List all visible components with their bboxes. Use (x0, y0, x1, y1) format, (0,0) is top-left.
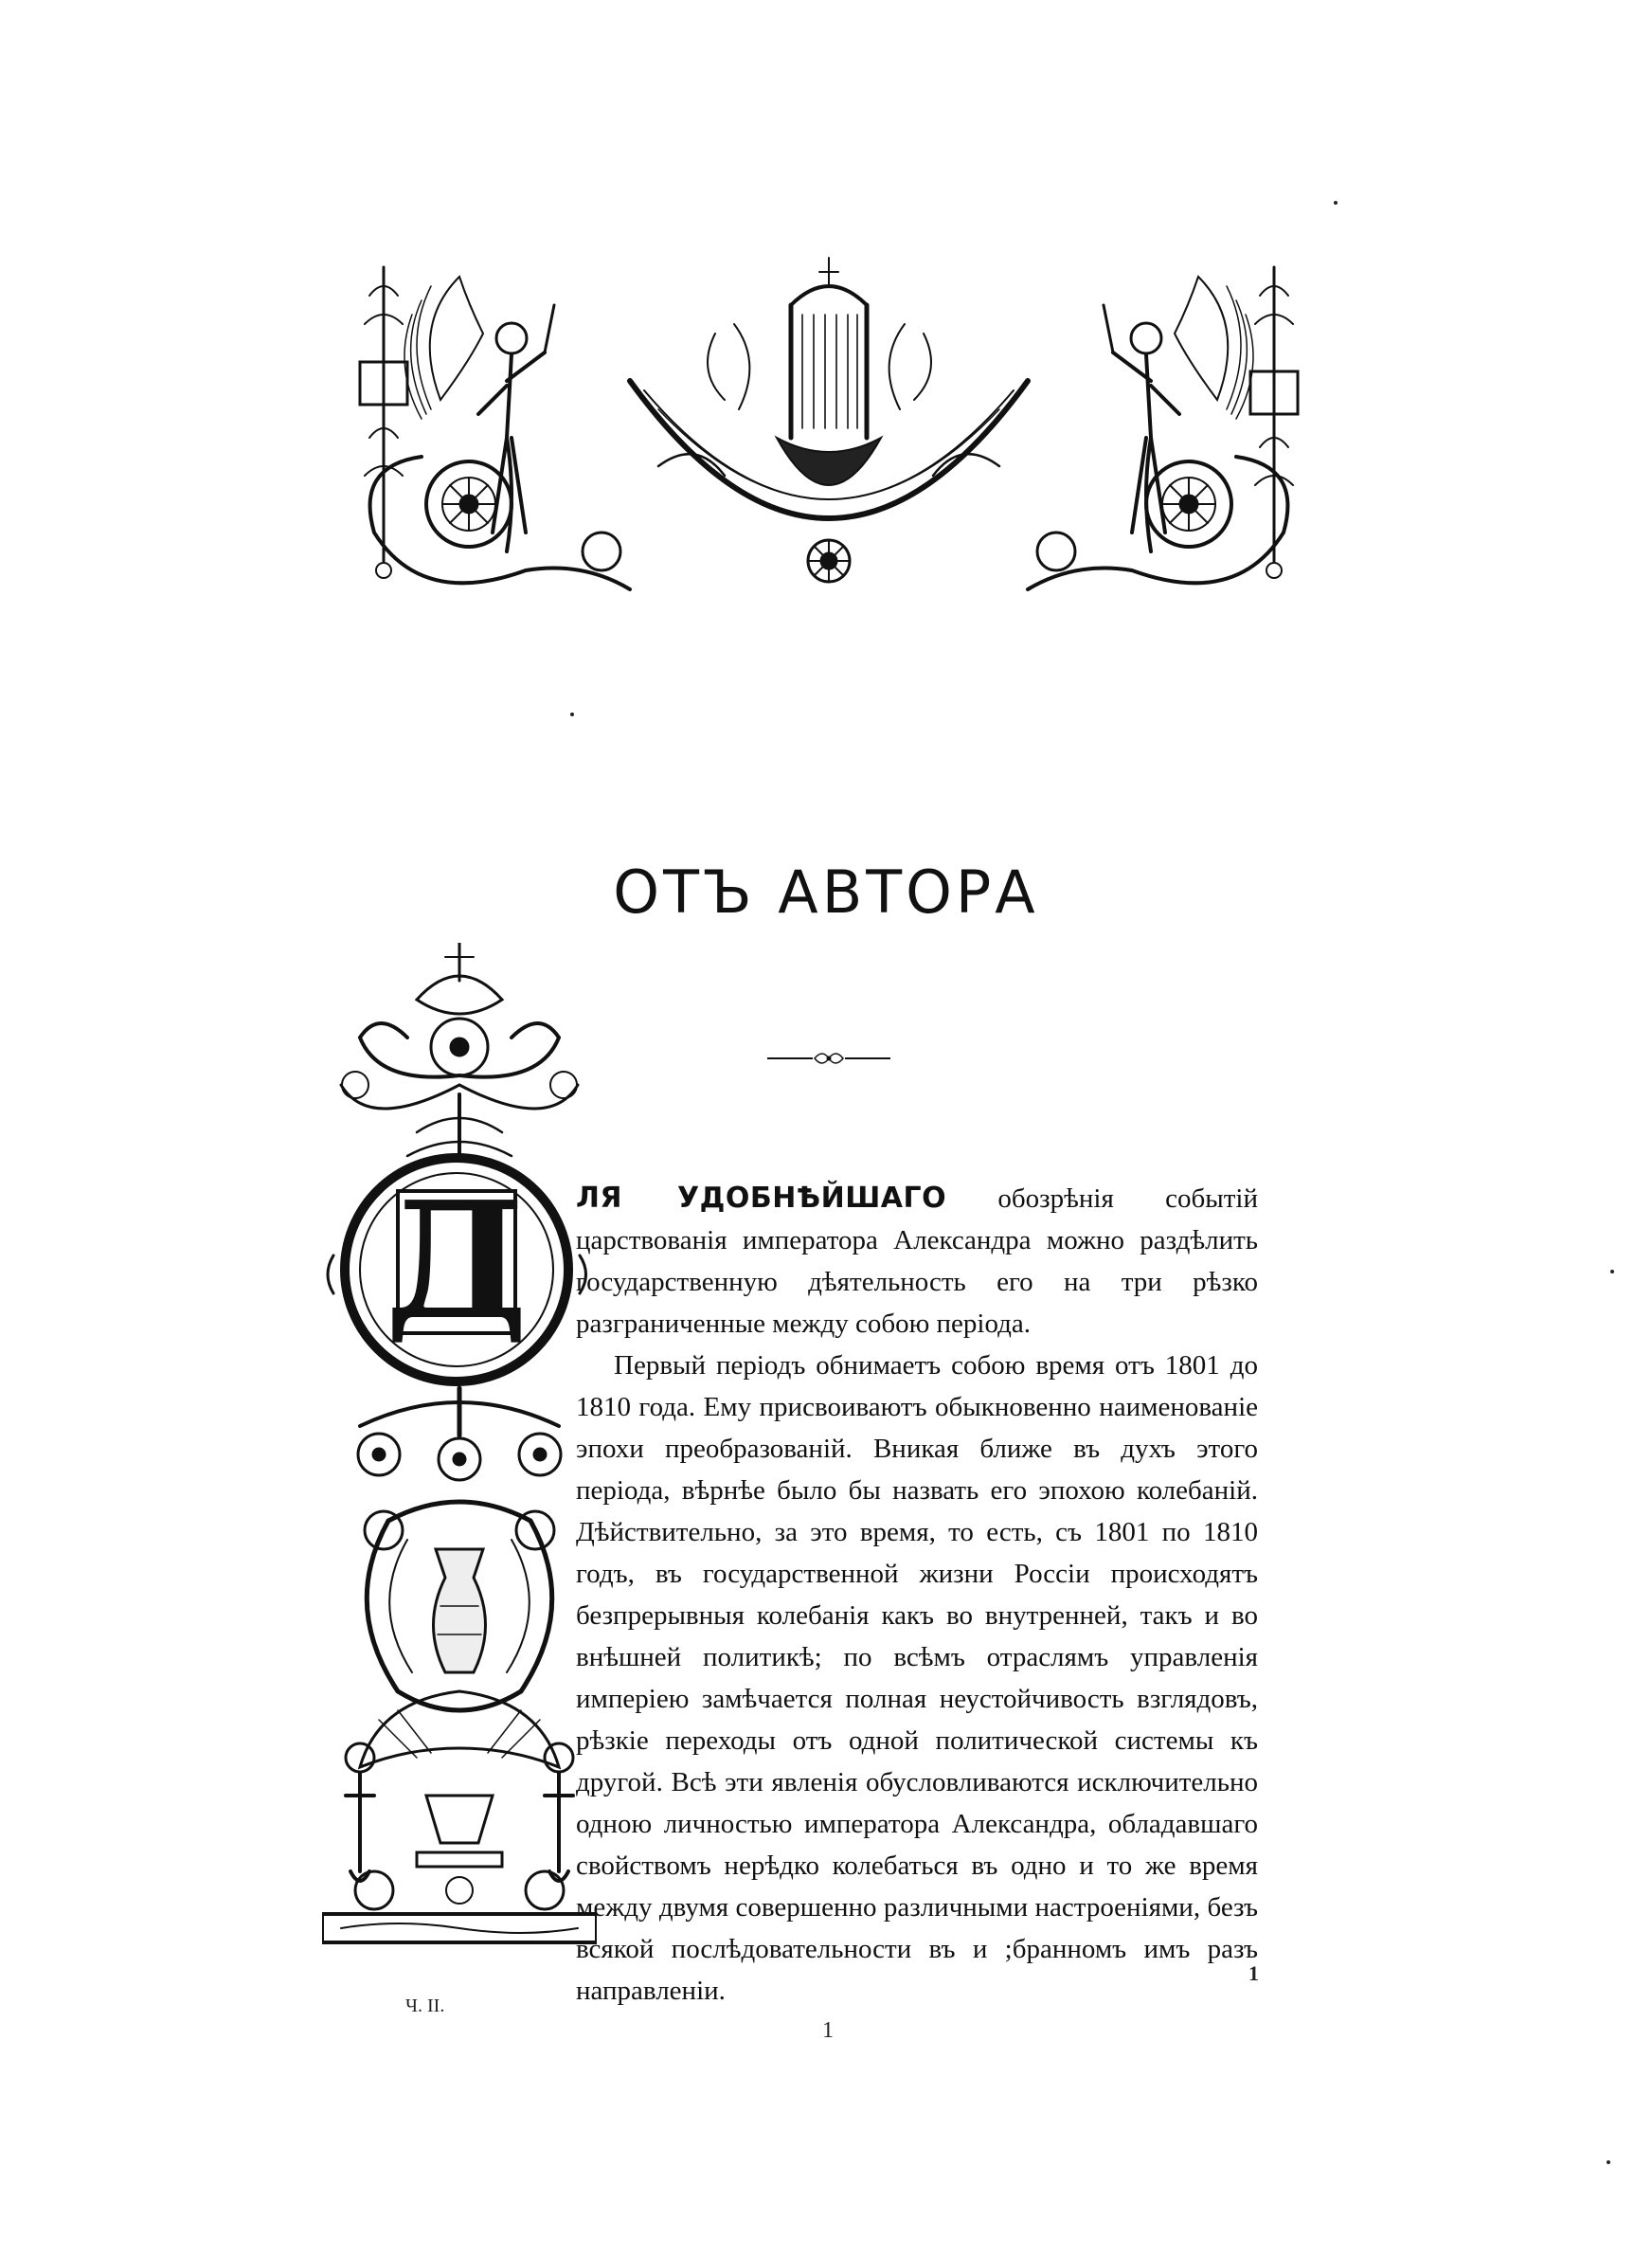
lead-caps: ЛЯ УДОБНѢЙШАГО (576, 1182, 947, 1215)
urn-icon (434, 1549, 486, 1672)
scroll-rosette-right-icon (1028, 457, 1287, 589)
finial-icon (417, 943, 502, 1075)
signature-mark: Ч. II. (405, 1995, 445, 2016)
paragraph-1 (576, 1178, 1258, 1345)
paragraph-2: Первый періодъ обнимаетъ собою время отъ 1801 до 1810 года. Ему присвоиваютъ обыкновенно наименованіе эпохи преобразованій. Вникая ближе въ духъ этого періода, вѣрнѣе было бы назвать его эпохою колебаній. Дѣйствительно, за это время, то есть, съ 1801 по 1810 годъ, въ государственной жизни Россіи происходятъ безпрерывныя колебанія какъ во внутренней, такъ и во внѣшней политикѣ; по всѣмъ отраслямъ управленія имперіею замѣчается полная неустойчивость взглядовъ, рѣзкіе переходы отъ одной политической системы къ другой. Всѣ эти явленія обусловливаются исключительно одною личностью императора Александра, обладавшаго свойствомъ нерѣдко колебаться въ одно и то же время между двумя совершенно различными настроеніями, безъ всякой послѣдовательности въ и ;бранномъ имъ разъ направленіи. (576, 1350, 1258, 2006)
drop-cap-ornament (322, 943, 597, 1947)
scan-speck (1334, 201, 1338, 205)
page-number: 1 (822, 2018, 834, 2043)
rosette-icon (808, 540, 850, 582)
flourish-rule (767, 1047, 890, 1070)
scan-speck (570, 713, 574, 716)
headpiece-ornament (317, 248, 1340, 618)
scroll-rosette-left-icon (370, 457, 630, 589)
page-title: ОТЪ АВТОРА (613, 858, 1039, 927)
paragraph-1-text: императора Александра можно раздѣлить государственную дѣятельность его на три рѣзко разграниченные между собою періода. (576, 1225, 1259, 1339)
page-number-right: 1 (1248, 1961, 1259, 1985)
body-text (576, 1178, 1258, 2012)
scan-speck (1607, 2160, 1610, 2164)
lead-rest: обозрѣнія событій царствованія (576, 1183, 1258, 1255)
drop-cap-letter (385, 1166, 528, 1356)
candelabrum-left-icon (360, 267, 407, 578)
lyre-icon (777, 258, 881, 485)
candelabrum-right-icon (1250, 267, 1298, 578)
scan-speck (1610, 1270, 1614, 1273)
svg-text:Д: Д (385, 1166, 529, 1356)
